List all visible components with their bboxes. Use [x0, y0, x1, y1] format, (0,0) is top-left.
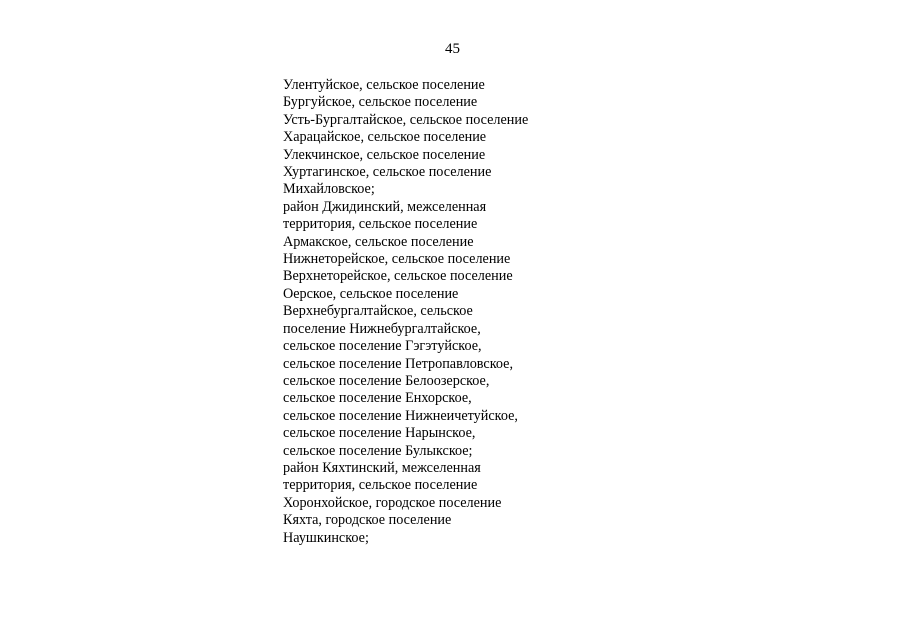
text-line: сельское поселение Белоозерское, — [283, 372, 490, 389]
text-line: Улекчинское, сельское поселение — [283, 146, 486, 163]
text-line: Армакское, сельское поселение — [283, 233, 474, 250]
text-line: сельское поселение Енхорское, — [283, 390, 472, 407]
text-line: сельское поселение Булыкское; — [283, 442, 473, 459]
text-line: Улентуйское, сельское поселение — [283, 77, 485, 93]
text-line: район Кяхтинский, межселенная — [283, 459, 481, 476]
text-line: Харацайское, сельское поселение — [283, 129, 487, 146]
text-line: сельское поселение Нарынское, — [283, 425, 476, 442]
text-line: Михайловское; — [283, 181, 375, 198]
text-line: территория, сельское поселение — [283, 216, 478, 233]
text-line: Оерское, сельское поселение — [283, 285, 459, 302]
text-line: поселение Нижнебургалтайское, — [283, 320, 481, 337]
text-line: Верхнебургалтайское, сельское — [283, 303, 473, 320]
page-number: 45 — [445, 41, 460, 57]
text-line: сельское поселение Нижнеичетуйское, — [283, 407, 518, 424]
text-line: Хуртагинское, сельское поселение — [283, 164, 492, 181]
text-line: территория, сельское поселение — [283, 477, 478, 494]
text-line: Кяхта, городское поселение — [283, 512, 452, 529]
text-line: сельское поселение Петропавловское, — [283, 355, 513, 372]
text-line: Бургуйское, сельское поселение — [283, 94, 478, 111]
text-line: район Джидинский, межселенная — [283, 198, 487, 215]
text-line: сельское поселение Гэгэтуйское, — [283, 338, 482, 355]
text-line: Усть-Бургалтайское, сельское поселение — [283, 111, 529, 128]
text-line: Верхнеторейское, сельское поселение — [283, 268, 513, 285]
text-line: Хоронхойское, городское поселение — [283, 494, 502, 511]
text-line: Наушкинское; — [283, 529, 369, 546]
text-line: Нижнеторейское, сельское поселение — [283, 251, 511, 268]
text-block — [283, 77, 703, 547]
